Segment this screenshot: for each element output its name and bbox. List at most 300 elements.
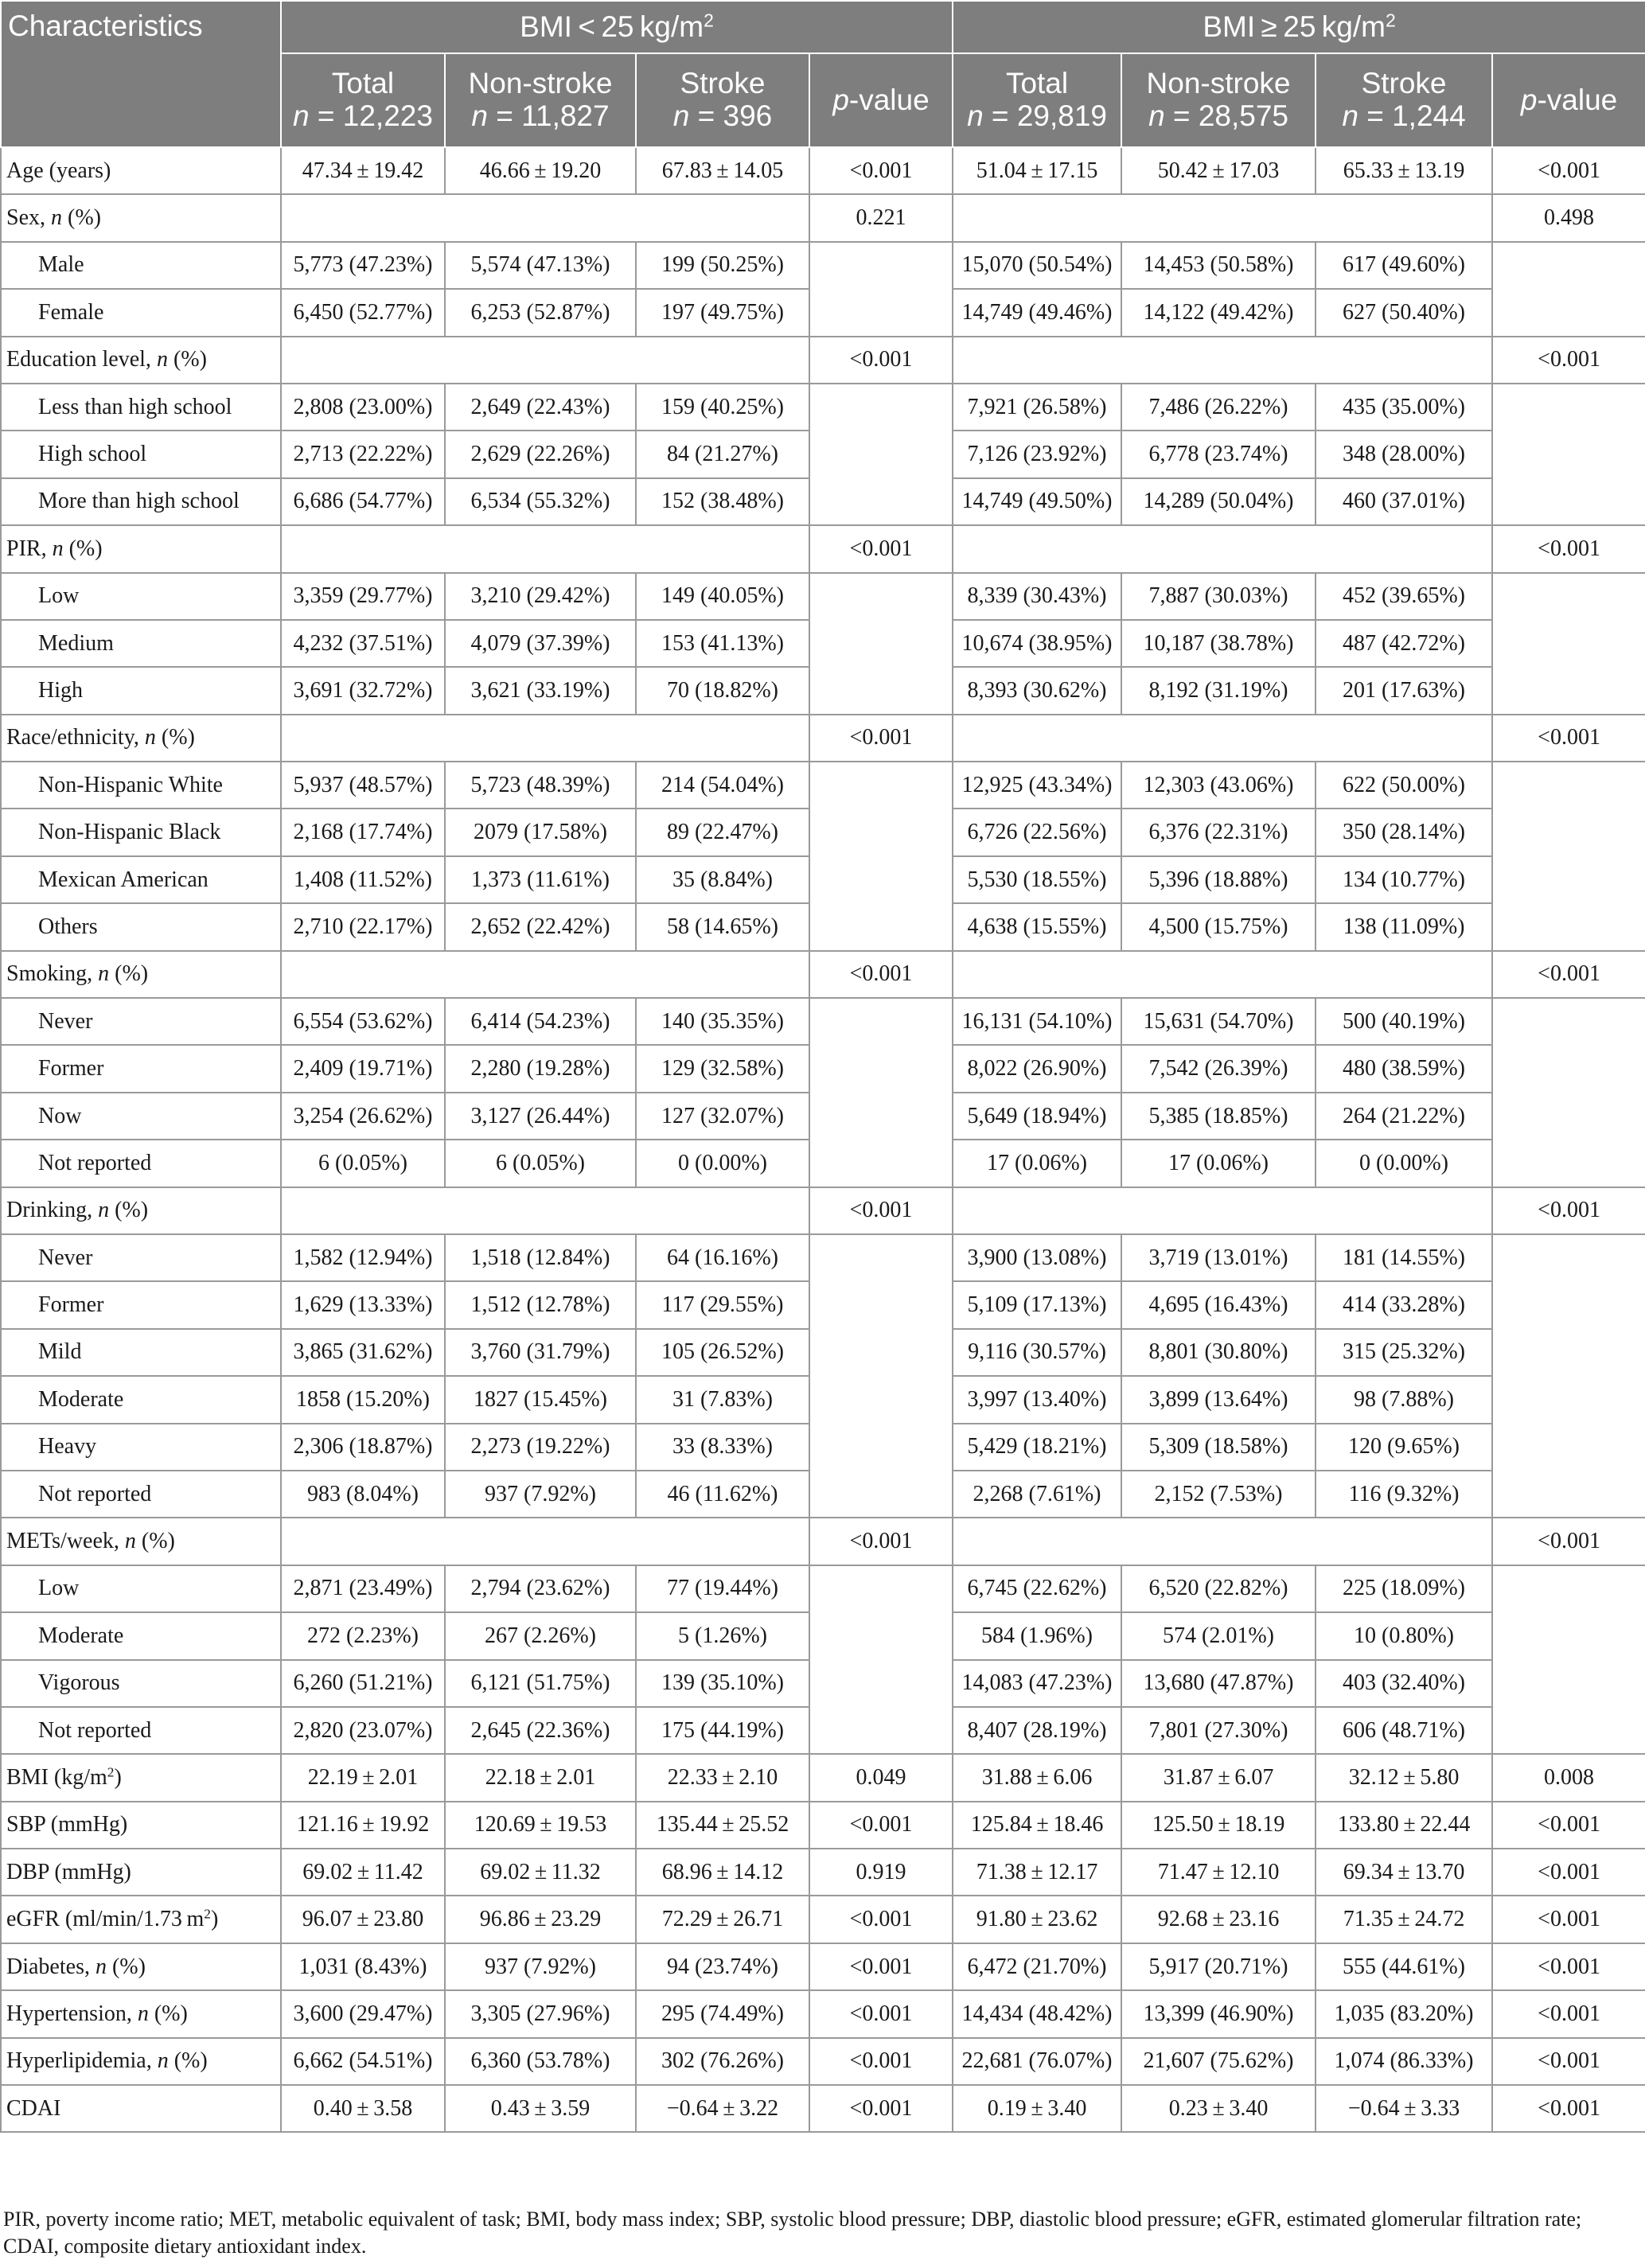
p-value-cell: <0.001 bbox=[809, 2085, 953, 2132]
row-label-text: eGFR (ml/min/1.73 m bbox=[6, 1907, 205, 1932]
p-value-cell: <0.001 bbox=[1492, 1990, 1645, 2037]
value-cell: 0.40 ± 3.58 bbox=[281, 2085, 445, 2132]
row-label-text: Never bbox=[38, 1008, 93, 1034]
value-cell: 94 (23.74%) bbox=[636, 1943, 809, 1990]
value-cell: 7,921 (26.58%) bbox=[953, 384, 1121, 431]
category-row bbox=[1, 337, 1645, 384]
value-cell: 1,408 (11.52%) bbox=[281, 856, 445, 903]
value-cell: 127 (32.07%) bbox=[636, 1093, 809, 1140]
value-cell: 7,542 (26.39%) bbox=[1121, 1045, 1316, 1092]
subheader-p-value bbox=[809, 53, 953, 147]
table-row-sub bbox=[1, 242, 1645, 289]
n-equals: = bbox=[487, 99, 522, 132]
value-cell: 6,520 (22.82%) bbox=[1121, 1565, 1316, 1612]
value-cell: 627 (50.40%) bbox=[1316, 289, 1492, 336]
value-cell: 414 (33.28%) bbox=[1316, 1281, 1492, 1328]
value-cell: 2,645 (22.36%) bbox=[445, 1707, 636, 1754]
value-cell: 12,925 (43.34%) bbox=[953, 762, 1121, 809]
value-cell: 139 (35.10%) bbox=[636, 1660, 809, 1707]
row-label-text: Medium bbox=[38, 630, 114, 656]
value-cell: 7,887 (30.03%) bbox=[1121, 573, 1316, 620]
value-cell: 1,629 (13.33%) bbox=[281, 1281, 445, 1328]
merged-empty-cell bbox=[809, 1234, 953, 1518]
value-cell: 125.84 ± 18.46 bbox=[953, 1802, 1121, 1849]
n-equals: = bbox=[983, 99, 1017, 132]
merged-empty-cell bbox=[1492, 384, 1645, 525]
value-cell: 3,254 (26.62%) bbox=[281, 1093, 445, 1140]
value-cell: 3,719 (13.01%) bbox=[1121, 1234, 1316, 1281]
row-label-italic: n bbox=[156, 347, 168, 372]
table-row bbox=[1, 1896, 1645, 1943]
value-cell: 68.96 ± 14.12 bbox=[636, 1849, 809, 1896]
value-cell: 7,126 (23.92%) bbox=[953, 431, 1121, 477]
p-value-cell: <0.001 bbox=[1492, 715, 1645, 762]
p-value-cell: <0.001 bbox=[1492, 2038, 1645, 2085]
row-label bbox=[1, 1990, 281, 2037]
value-cell: 584 (1.96%) bbox=[953, 1612, 1121, 1659]
value-cell: 58 (14.65%) bbox=[636, 903, 809, 950]
value-cell: 5,396 (18.88%) bbox=[1121, 856, 1316, 903]
category-row bbox=[1, 951, 1645, 998]
value-cell: 3,760 (31.79%) bbox=[445, 1329, 636, 1376]
p-value-cell: <0.001 bbox=[809, 147, 953, 194]
table-row bbox=[1, 2038, 1645, 2085]
value-cell: 153 (41.13%) bbox=[636, 620, 809, 667]
value-cell: 13,680 (47.87%) bbox=[1121, 1660, 1316, 1707]
row-label bbox=[1, 951, 281, 998]
p-value-cell: <0.001 bbox=[809, 1802, 953, 1849]
value-cell: 22,681 (76.07%) bbox=[953, 2038, 1121, 2085]
merged-empty-cell bbox=[809, 998, 953, 1187]
value-cell: 2,652 (22.42%) bbox=[445, 903, 636, 950]
value-cell: 2,168 (17.74%) bbox=[281, 809, 445, 855]
row-label bbox=[1, 1187, 281, 1234]
value-cell: 10 (0.80%) bbox=[1316, 1612, 1492, 1659]
row-label-text: CDAI bbox=[6, 2095, 61, 2121]
value-cell: 6,686 (54.77%) bbox=[281, 478, 445, 525]
subheader-total bbox=[953, 53, 1121, 147]
n-value: 12,223 bbox=[342, 99, 433, 132]
value-cell: 14,749 (49.50%) bbox=[953, 478, 1121, 525]
value-cell: 71.47 ± 12.10 bbox=[1121, 1849, 1316, 1896]
value-cell: 89 (22.47%) bbox=[636, 809, 809, 855]
value-cell: 315 (25.32%) bbox=[1316, 1329, 1492, 1376]
value-cell: 6 (0.05%) bbox=[281, 1140, 445, 1187]
value-cell: 937 (7.92%) bbox=[445, 1943, 636, 1990]
row-label-suffix: (%) bbox=[168, 2048, 208, 2074]
value-cell: 622 (50.00%) bbox=[1316, 762, 1492, 809]
n-value: 396 bbox=[723, 99, 773, 132]
subheader-label-italic: p bbox=[832, 83, 849, 116]
row-label bbox=[1, 1896, 281, 1943]
group-header-sup: 2 bbox=[1386, 9, 1396, 30]
value-cell: 937 (7.92%) bbox=[445, 1471, 636, 1518]
value-cell: 8,407 (28.19%) bbox=[953, 1707, 1121, 1754]
value-cell: 3,600 (29.47%) bbox=[281, 1990, 445, 2037]
value-cell: 5,773 (47.23%) bbox=[281, 242, 445, 289]
subheader-label: Non-stroke bbox=[468, 67, 613, 100]
value-cell: 31.88 ± 6.06 bbox=[953, 1754, 1121, 1801]
value-cell: 3,210 (29.42%) bbox=[445, 573, 636, 620]
value-cell: 2079 (17.58%) bbox=[445, 809, 636, 855]
value-cell: 5,649 (18.94%) bbox=[953, 1093, 1121, 1140]
value-cell: 3,900 (13.08%) bbox=[953, 1234, 1121, 1281]
merged-empty-cell bbox=[809, 242, 953, 337]
p-value-cell: <0.001 bbox=[809, 951, 953, 998]
value-cell: 120.69 ± 19.53 bbox=[445, 1802, 636, 1849]
subheader-label: Non-stroke bbox=[1146, 67, 1291, 100]
row-label-text: High school bbox=[38, 442, 147, 467]
table-body bbox=[1, 147, 1645, 2132]
value-cell: 14,289 (50.04%) bbox=[1121, 478, 1316, 525]
row-label-text: Low bbox=[38, 1576, 80, 1601]
value-cell: 3,359 (29.77%) bbox=[281, 573, 445, 620]
row-label-text: Non-Hispanic Black bbox=[38, 820, 221, 845]
row-label-italic: n bbox=[51, 205, 62, 231]
value-cell: 33 (8.33%) bbox=[636, 1424, 809, 1471]
row-label-text: PIR, bbox=[6, 536, 53, 561]
merged-empty-cell bbox=[1492, 573, 1645, 715]
row-label bbox=[1, 1093, 281, 1140]
value-cell: 1,074 (86.33%) bbox=[1316, 2038, 1492, 2085]
category-row bbox=[1, 194, 1645, 241]
value-cell: 65.33 ± 13.19 bbox=[1316, 147, 1492, 194]
row-label bbox=[1, 667, 281, 714]
row-label-suffix: (%) bbox=[63, 536, 103, 561]
value-cell: 69.34 ± 13.70 bbox=[1316, 1849, 1492, 1896]
value-cell: 8,022 (26.90%) bbox=[953, 1045, 1121, 1092]
row-label-text: Moderate bbox=[38, 1386, 124, 1412]
value-cell: 175 (44.19%) bbox=[636, 1707, 809, 1754]
value-cell: 15,070 (50.54%) bbox=[953, 242, 1121, 289]
row-label bbox=[1, 1612, 281, 1659]
value-cell: 117 (29.55%) bbox=[636, 1281, 809, 1328]
merged-empty-cell bbox=[809, 1565, 953, 1755]
value-cell: 2,273 (19.22%) bbox=[445, 1424, 636, 1471]
value-cell: 69.02 ± 11.32 bbox=[445, 1849, 636, 1896]
row-label bbox=[1, 1140, 281, 1187]
value-cell: 96.07 ± 23.80 bbox=[281, 1896, 445, 1943]
row-label-text: Not reported bbox=[38, 1150, 152, 1175]
empty-span-cell bbox=[953, 194, 1492, 241]
row-label bbox=[1, 1471, 281, 1518]
value-cell: 152 (38.48%) bbox=[636, 478, 809, 525]
value-cell: 0 (0.00%) bbox=[1316, 1140, 1492, 1187]
table-row bbox=[1, 1943, 1645, 1990]
value-cell: 50.42 ± 17.03 bbox=[1121, 147, 1316, 194]
value-cell: 6,376 (22.31%) bbox=[1121, 809, 1316, 855]
n-symbol: n bbox=[672, 99, 690, 132]
value-cell: 4,695 (16.43%) bbox=[1121, 1281, 1316, 1328]
group-header-sup: 2 bbox=[704, 9, 714, 30]
value-cell: 6,778 (23.74%) bbox=[1121, 431, 1316, 477]
value-cell: 4,638 (15.55%) bbox=[953, 903, 1121, 950]
row-label bbox=[1, 2085, 281, 2132]
p-value-cell: <0.001 bbox=[1492, 1518, 1645, 1565]
value-cell: 6,121 (51.75%) bbox=[445, 1660, 636, 1707]
value-cell: 199 (50.25%) bbox=[636, 242, 809, 289]
value-cell: 3,691 (32.72%) bbox=[281, 667, 445, 714]
value-cell: 2,152 (7.53%) bbox=[1121, 1471, 1316, 1518]
empty-span-cell bbox=[281, 715, 809, 762]
value-cell: 10,674 (38.95%) bbox=[953, 620, 1121, 667]
row-label-text: Not reported bbox=[38, 1717, 152, 1743]
value-cell: 129 (32.58%) bbox=[636, 1045, 809, 1092]
value-cell: 46.66 ± 19.20 bbox=[445, 147, 636, 194]
value-cell: 47.34 ± 19.42 bbox=[281, 147, 445, 194]
row-label bbox=[1, 384, 281, 431]
value-cell: 197 (49.75%) bbox=[636, 289, 809, 336]
p-value-cell: <0.001 bbox=[1492, 1849, 1645, 1896]
p-value-cell: 0.498 bbox=[1492, 194, 1645, 241]
value-cell: 140 (35.35%) bbox=[636, 998, 809, 1045]
subheader-stroke bbox=[636, 53, 809, 147]
p-value-cell: <0.001 bbox=[1492, 1187, 1645, 1234]
value-cell: 5,574 (47.13%) bbox=[445, 242, 636, 289]
value-cell: 2,710 (22.17%) bbox=[281, 903, 445, 950]
p-value-cell: 0.049 bbox=[809, 1754, 953, 1801]
value-cell: 72.29 ± 26.71 bbox=[636, 1896, 809, 1943]
value-cell: 1,373 (11.61%) bbox=[445, 856, 636, 903]
row-label-text: Age (years) bbox=[6, 158, 111, 183]
n-value: 1,244 bbox=[1392, 99, 1466, 132]
merged-empty-cell bbox=[809, 762, 953, 951]
value-cell: 22.18 ± 2.01 bbox=[445, 1754, 636, 1801]
row-label bbox=[1, 998, 281, 1045]
row-label-text: Former bbox=[38, 1056, 104, 1081]
table-row bbox=[1, 1990, 1645, 2037]
value-cell: 5,917 (20.71%) bbox=[1121, 1943, 1316, 1990]
value-cell: 6,253 (52.87%) bbox=[445, 289, 636, 336]
subheader-p-value bbox=[1492, 53, 1645, 147]
value-cell: 3,865 (31.62%) bbox=[281, 1329, 445, 1376]
row-label-text: Never bbox=[38, 1245, 93, 1270]
row-label-text: Former bbox=[38, 1292, 104, 1318]
value-cell: 6 (0.05%) bbox=[445, 1140, 636, 1187]
empty-span-cell bbox=[953, 951, 1492, 998]
value-cell: 6,726 (22.56%) bbox=[953, 809, 1121, 855]
row-label bbox=[1, 573, 281, 620]
row-label-text: Mild bbox=[38, 1339, 82, 1365]
value-cell: 116 (9.32%) bbox=[1316, 1471, 1492, 1518]
row-label bbox=[1, 337, 281, 384]
value-cell: 487 (42.72%) bbox=[1316, 620, 1492, 667]
row-label bbox=[1, 1281, 281, 1328]
value-cell: 6,360 (53.78%) bbox=[445, 2038, 636, 2085]
value-cell: 71.38 ± 12.17 bbox=[953, 1849, 1121, 1896]
row-label bbox=[1, 2038, 281, 2085]
value-cell: 4,232 (37.51%) bbox=[281, 620, 445, 667]
value-cell: 3,127 (26.44%) bbox=[445, 1093, 636, 1140]
merged-empty-cell bbox=[1492, 242, 1645, 337]
value-cell: 1,582 (12.94%) bbox=[281, 1234, 445, 1281]
row-label-text: Education level, bbox=[6, 347, 157, 372]
value-cell: 264 (21.22%) bbox=[1316, 1093, 1492, 1140]
value-cell: 460 (37.01%) bbox=[1316, 478, 1492, 525]
value-cell: 6,662 (54.51%) bbox=[281, 2038, 445, 2085]
value-cell: 125.50 ± 18.19 bbox=[1121, 1802, 1316, 1849]
subheader-label-suffix: -value bbox=[1537, 83, 1618, 116]
group-header-bmi-under-25 bbox=[281, 1, 953, 53]
table-row bbox=[1, 1849, 1645, 1896]
n-equals: = bbox=[1164, 99, 1199, 132]
row-label bbox=[1, 1802, 281, 1849]
row-label-italic: n bbox=[98, 961, 110, 987]
row-label bbox=[1, 1943, 281, 1990]
value-cell: 6,414 (54.23%) bbox=[445, 998, 636, 1045]
value-cell: 2,409 (19.71%) bbox=[281, 1045, 445, 1092]
group-header-text: BMI < 25 kg/m bbox=[520, 10, 704, 43]
row-label-suffix: (%) bbox=[155, 725, 195, 750]
value-cell: 5 (1.26%) bbox=[636, 1612, 809, 1659]
p-value-cell: <0.001 bbox=[809, 337, 953, 384]
subheader-label bbox=[1493, 85, 1645, 116]
value-cell: 2,268 (7.61%) bbox=[953, 1471, 1121, 1518]
row-label-sup: 2 bbox=[204, 1906, 211, 1922]
row-label bbox=[1, 1849, 281, 1896]
table-row-sub bbox=[1, 762, 1645, 809]
value-cell: 121.16 ± 19.92 bbox=[281, 1802, 445, 1849]
value-cell: 22.33 ± 2.10 bbox=[636, 1754, 809, 1801]
value-cell: 500 (40.19%) bbox=[1316, 998, 1492, 1045]
value-cell: 8,192 (31.19%) bbox=[1121, 667, 1316, 714]
row-label-text: Sex, bbox=[6, 205, 51, 231]
row-label-text: Now bbox=[38, 1103, 82, 1128]
row-label-text: Hyperlipidemia, bbox=[6, 2048, 158, 2074]
subheader-label-suffix: -value bbox=[848, 83, 930, 116]
row-label-italic: n bbox=[95, 1954, 107, 1979]
table-row bbox=[1, 1754, 1645, 1801]
value-cell: 2,808 (23.00%) bbox=[281, 384, 445, 431]
value-cell: 22.19 ± 2.01 bbox=[281, 1754, 445, 1801]
value-cell: 31.87 ± 6.07 bbox=[1121, 1754, 1316, 1801]
row-label-suffix: (%) bbox=[109, 961, 149, 987]
value-cell: 8,339 (30.43%) bbox=[953, 573, 1121, 620]
value-cell: 77 (19.44%) bbox=[636, 1565, 809, 1612]
value-cell: 14,453 (50.58%) bbox=[1121, 242, 1316, 289]
value-cell: 2,280 (19.28%) bbox=[445, 1045, 636, 1092]
row-label-italic: n bbox=[157, 2048, 169, 2074]
row-label-suffix: (%) bbox=[135, 1529, 175, 1554]
row-label-text: Heavy bbox=[38, 1434, 97, 1459]
subheader-label-italic: p bbox=[1520, 83, 1538, 116]
value-cell: 69.02 ± 11.42 bbox=[281, 1849, 445, 1896]
n-equals: = bbox=[689, 99, 723, 132]
value-cell: 2,306 (18.87%) bbox=[281, 1424, 445, 1471]
row-label bbox=[1, 762, 281, 809]
value-cell: 17 (0.06%) bbox=[1121, 1140, 1316, 1187]
row-label bbox=[1, 903, 281, 950]
value-cell: 92.68 ± 23.16 bbox=[1121, 1896, 1316, 1943]
empty-span-cell bbox=[953, 525, 1492, 572]
row-label-italic: n bbox=[52, 536, 64, 561]
value-cell: 1,518 (12.84%) bbox=[445, 1234, 636, 1281]
empty-span-cell bbox=[281, 1518, 809, 1565]
merged-empty-cell bbox=[1492, 998, 1645, 1187]
value-cell: 5,385 (18.85%) bbox=[1121, 1093, 1316, 1140]
p-value-cell: <0.001 bbox=[1492, 1896, 1645, 1943]
empty-span-cell bbox=[953, 337, 1492, 384]
p-value-cell: <0.001 bbox=[809, 1990, 953, 2037]
value-cell: 64 (16.16%) bbox=[636, 1234, 809, 1281]
row-label-italic: n bbox=[144, 725, 156, 750]
n-symbol: n bbox=[471, 99, 488, 132]
row-label-italic: n bbox=[124, 1529, 136, 1554]
row-label-suffix: (%) bbox=[167, 347, 207, 372]
characteristics-header bbox=[1, 1, 281, 147]
row-label bbox=[1, 1376, 281, 1423]
value-cell: 403 (32.40%) bbox=[1316, 1660, 1492, 1707]
subheader-label: Stroke bbox=[680, 67, 766, 100]
row-label bbox=[1, 525, 281, 572]
value-cell: 5,530 (18.55%) bbox=[953, 856, 1121, 903]
value-cell: 6,450 (52.77%) bbox=[281, 289, 445, 336]
row-label-text: SBP (mmHg) bbox=[6, 1812, 128, 1837]
row-label-suffix: ) bbox=[210, 1907, 219, 1932]
value-cell: 214 (54.04%) bbox=[636, 762, 809, 809]
row-label-text: Less than high school bbox=[38, 394, 232, 419]
p-value-cell: <0.001 bbox=[1492, 525, 1645, 572]
value-cell: 5,937 (48.57%) bbox=[281, 762, 445, 809]
value-cell: 135.44 ± 25.52 bbox=[636, 1802, 809, 1849]
row-label-text: Male bbox=[38, 252, 84, 278]
value-cell: 21,607 (75.62%) bbox=[1121, 2038, 1316, 2085]
value-cell: 32.12 ± 5.80 bbox=[1316, 1754, 1492, 1801]
value-cell: 3,997 (13.40%) bbox=[953, 1376, 1121, 1423]
row-label-text: More than high school bbox=[38, 489, 240, 514]
value-cell: 480 (38.59%) bbox=[1316, 1045, 1492, 1092]
table-row bbox=[1, 1802, 1645, 1849]
value-cell: 4,079 (37.39%) bbox=[445, 620, 636, 667]
value-cell: 5,723 (48.39%) bbox=[445, 762, 636, 809]
value-cell: 6,745 (22.62%) bbox=[953, 1565, 1121, 1612]
row-label-text: Mexican American bbox=[38, 867, 209, 892]
empty-span-cell bbox=[281, 194, 809, 241]
p-value-cell: <0.001 bbox=[1492, 951, 1645, 998]
row-label-text: Drinking, bbox=[6, 1198, 99, 1223]
row-label bbox=[1, 809, 281, 855]
value-cell: 35 (8.84%) bbox=[636, 856, 809, 903]
subheader-label bbox=[810, 85, 952, 116]
p-value-cell: <0.001 bbox=[809, 525, 953, 572]
value-cell: 0.23 ± 3.40 bbox=[1121, 2085, 1316, 2132]
subheader-non-stroke bbox=[445, 53, 636, 147]
value-cell: 5,309 (18.58%) bbox=[1121, 1424, 1316, 1471]
header-group-row bbox=[1, 1, 1645, 53]
n-equals: = bbox=[309, 99, 343, 132]
row-label-text: Others bbox=[38, 914, 98, 939]
group-header-bmi-25-plus bbox=[953, 1, 1645, 53]
row-label bbox=[1, 431, 281, 477]
row-label-suffix: (%) bbox=[106, 1954, 146, 1979]
value-cell: 1,031 (8.43%) bbox=[281, 1943, 445, 1990]
subheader-n bbox=[1122, 101, 1315, 132]
subheader-stroke bbox=[1316, 53, 1492, 147]
value-cell: 46 (11.62%) bbox=[636, 1471, 809, 1518]
value-cell: 555 (44.61%) bbox=[1316, 1943, 1492, 1990]
row-label bbox=[1, 478, 281, 525]
characteristics-header-text: Characteristics bbox=[8, 10, 203, 42]
value-cell: 0.43 ± 3.59 bbox=[445, 2085, 636, 2132]
table-row-sub bbox=[1, 1234, 1645, 1281]
value-cell: 134 (10.77%) bbox=[1316, 856, 1492, 903]
p-value-cell: <0.001 bbox=[809, 1943, 953, 1990]
value-cell: 435 (35.00%) bbox=[1316, 384, 1492, 431]
value-cell: 201 (17.63%) bbox=[1316, 667, 1492, 714]
p-value-cell: <0.001 bbox=[809, 1187, 953, 1234]
value-cell: 606 (48.71%) bbox=[1316, 1707, 1492, 1754]
category-row bbox=[1, 525, 1645, 572]
